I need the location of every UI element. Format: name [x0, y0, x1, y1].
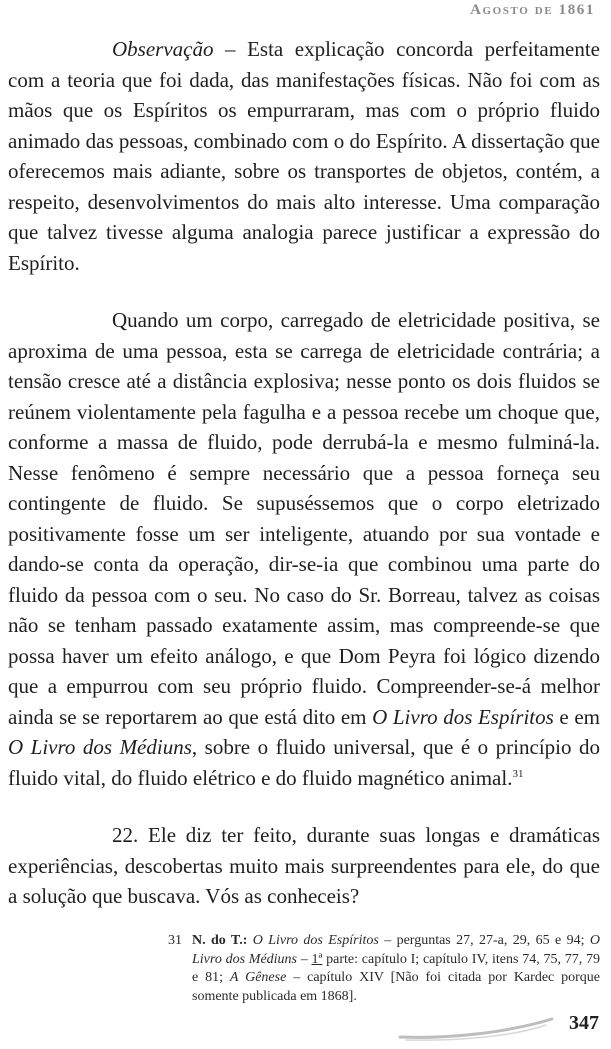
paragraph-text: , sobre o fluido universal, que é o princípio do fluido vital, do fluido elétrico e do fluido magnético animal. — [8, 735, 600, 790]
page-number: 347 — [569, 1012, 599, 1034]
footnote-part: 1ª — [311, 951, 323, 967]
footnote-reference[interactable]: 31 — [512, 767, 524, 780]
book-title: A Gênese — [229, 970, 287, 985]
paragraph-text: 22. Ele diz ter feito, durante suas longas e dramáticas experiências, descobertas muito mais surpreendentes para ele, do que a solução que buscava. Vós as conheceis? — [8, 823, 600, 908]
book-title: O Livro dos Médiuns — [192, 933, 601, 967]
page-ornament-swoosh — [396, 1011, 556, 1043]
footnote-text: – capítulo XIV [Não foi citada por Kardec porque somente publicada em 1868]. — [192, 970, 601, 1004]
footnote-number: 31 — [168, 933, 182, 948]
footnote-text: – — [297, 951, 312, 967]
footnote — [168, 932, 600, 1006]
paragraph-text: – Esta explicação concorda perfeitamente com a teoria que foi dada, das manifestações físicas. Não foi com as mãos que os Espíritos os empurraram, mas com o próprio fluido animado das pessoas, combinado com o do Espírito. A dissertação que oferecemos mais adiante, sobre os transportes de objetos, contém, a respeito, desenvolvimentos do mais alto interesse. Uma comparação que talvez tivesse alguma analogia parece justificar a expressão do Espírito. — [8, 37, 600, 275]
footnote-body — [192, 932, 600, 1006]
book-title: O Livro dos Espíritos — [252, 933, 379, 948]
running-header: Agosto de 1861 — [470, 2, 595, 18]
paragraph-text: e em — [553, 704, 600, 729]
translator-note-label: N. do T.: — [192, 933, 248, 948]
paragraph-text: Quando um corpo, carregado de eletricidade positiva, se aproxima de uma pessoa, esta se carrega de eletricidade contrária; a tensão cresce até a distância explosiva; nesse ponto os dois fluidos se reúnem violentamente pela fagulha e a pessoa recebe um choque que, conforme a massa de fluido, pode derrubá-la e mesmo fulminá-la. Nesse fenômeno é sempre necessário que a pessoa forneça seu contingente de fluido. Se supuséssemos que o corpo eletrizado positivamente fosse um ser inteligente, atuando por sua vontade e dando-se conta da operação, dir-se-ia que combinou uma parte do fluido da pessoa com o seu. No caso do Sr. Borreau, talvez as coisas não se tenham passado exatamente assim, mas compreende-se que possa haver um efeito análogo, e que Dom Peyra foi lógico dizendo que a empurrou com seu próprio fluido. Compreender-se-á melhor ainda se se reportarem ao que está dito em — [8, 308, 600, 729]
book-title: O Livro dos Médiuns — [8, 735, 192, 759]
footnote-text: parte: capítulo I; capítulo IV, itens 74, 75, 77, 79 e 81; — [192, 951, 600, 985]
paragraph-electricity — [8, 305, 600, 793]
footnote-text: – perguntas 27, 27-a, 29, 65 e 94; — [378, 933, 590, 948]
paragraph-observation — [8, 34, 600, 278]
paragraph-question-22 — [8, 820, 600, 912]
body-text — [8, 34, 600, 912]
observation-label: Observação — [112, 37, 214, 61]
book-title: O Livro dos Espíritos — [372, 704, 554, 729]
